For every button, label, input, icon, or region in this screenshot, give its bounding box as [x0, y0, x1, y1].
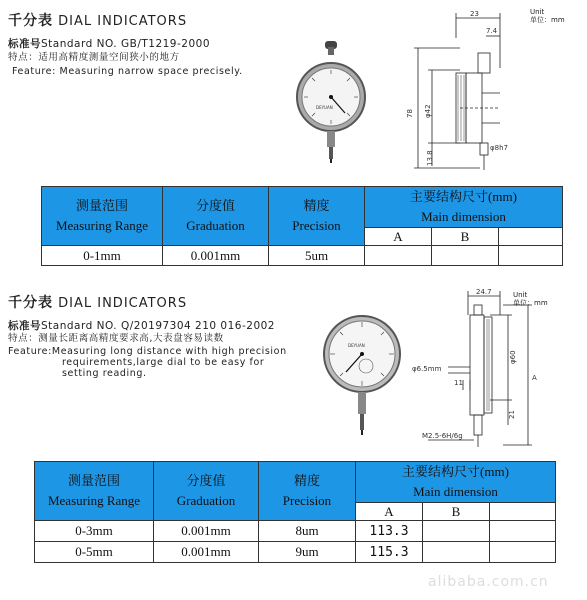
- table2-row1-b: [423, 521, 490, 542]
- table1-cell-extra: [499, 246, 563, 266]
- table2-row2-grad: 0.001mm: [154, 542, 259, 563]
- spec-table-1: [41, 186, 563, 266]
- dim4-label: φ42: [424, 104, 432, 118]
- table2-header-grad-cn: 分度值: [186, 473, 226, 488]
- table1-header-grad-cn: 分度值: [195, 198, 235, 213]
- section2-standard-cn: 标准号: [8, 320, 41, 332]
- section2-feature-en-3: setting reading.: [62, 368, 147, 379]
- table2-header-extra: [490, 503, 556, 521]
- section2-standard-en: Standard NO. Q/20197304 210 016-2002: [41, 320, 275, 332]
- table2-header-row: [35, 462, 556, 503]
- table1-cell-range: 0-1mm: [42, 246, 163, 266]
- table2-row2-prec: 9um: [259, 542, 356, 563]
- table1-header-a: A: [365, 228, 432, 246]
- technical-drawing-1: [400, 8, 530, 178]
- section1-standard-cn: 标准号: [8, 38, 41, 50]
- section2-standard: [8, 318, 275, 333]
- section2-feature-cn: 特点：测量长距离高精度要求高,大表盘容易读数: [8, 333, 224, 344]
- dial-indicator-image-1: [283, 35, 383, 165]
- section1-title: [8, 10, 187, 30]
- section1-unit-cn: 单位：mm: [530, 16, 565, 24]
- table2-row1-grad: 0.001mm: [154, 521, 259, 542]
- table1-header-dim-cn: 主要结构尺寸(mm): [410, 189, 517, 204]
- section1-standard: [8, 36, 210, 51]
- table2-header-dim: [356, 462, 556, 503]
- table2-row2-a: 115.3: [356, 542, 423, 563]
- table1-header-b: B: [432, 228, 499, 246]
- table1-header-dim-en: Main dimension: [421, 209, 506, 224]
- section1-unit: [530, 8, 565, 24]
- table1-header-grad-en: Graduation: [186, 218, 245, 233]
- table1-cell-prec: 5um: [269, 246, 365, 266]
- section2-feature-en-1: Feature:Measuring long distance with high precision: [8, 346, 287, 357]
- table1-cell-a: [365, 246, 432, 266]
- section2-title-cn: 千分表: [8, 295, 53, 311]
- table1-header-dim: [365, 187, 563, 228]
- table2-header-grad-en: Graduation: [176, 493, 236, 508]
- section2-title-en: DIAL INDICATORS: [58, 296, 188, 311]
- table-row: [35, 542, 556, 563]
- dial-indicator-image-2: [322, 312, 402, 440]
- dim2-3-label: φ6.5mm: [412, 365, 442, 373]
- table2-header-prec-en: Precision: [282, 493, 332, 508]
- table1-header-prec-en: Precision: [292, 218, 341, 233]
- dim2-4-label: 11: [454, 379, 463, 387]
- table2-row2-extra: [490, 542, 556, 563]
- table2-row2-b: [423, 542, 490, 563]
- table2-header-prec: [259, 462, 356, 521]
- dial-brand-2: DEYUAN: [348, 343, 365, 348]
- section1-feature-cn: 特点：适用高精度测量空间狭小的地方: [8, 52, 180, 63]
- watermark: alibaba.com.cn: [428, 574, 549, 590]
- table-row: [42, 246, 563, 266]
- table2-header-a: A: [356, 503, 423, 521]
- dim5-label: φ8h7: [490, 144, 508, 152]
- table1-header-extra: [499, 228, 563, 246]
- table2-row2-range: 0-5mm: [35, 542, 154, 563]
- dim2-2-label: φ60: [509, 350, 517, 364]
- table2-row1-range: 0-3mm: [35, 521, 154, 542]
- table1-header-range-en: Measuring Range: [55, 218, 149, 233]
- dim2-6-label: 21: [508, 410, 516, 419]
- dim2-5-label: A: [532, 374, 537, 382]
- table2-header-dim-en: Main dimension: [413, 484, 498, 499]
- dial-brand-1: DEYUAN: [316, 105, 333, 110]
- table1-cell-b: [432, 246, 499, 266]
- section2-unit-en: Unit: [513, 291, 528, 299]
- table1-header-prec-cn: 精度: [303, 198, 330, 213]
- section1-title-en: DIAL INDICATORS: [58, 14, 188, 29]
- section2-feature-en-2: requirements,large dial to be easy for: [62, 357, 265, 368]
- table2-header-range-en: Measuring Range: [47, 493, 141, 508]
- table1-header-grad: [163, 187, 269, 246]
- technical-drawing-2: [408, 285, 543, 455]
- table-row: [35, 521, 556, 542]
- table1-header-row: [42, 187, 563, 228]
- section2-title: [8, 292, 187, 312]
- table2-row1-a: 113.3: [356, 521, 423, 542]
- table2-row1-prec: 8um: [259, 521, 356, 542]
- table1-header-range: [42, 187, 163, 246]
- section1-feature-en: Feature: Measuring narrow space precisely.: [12, 66, 243, 77]
- table2-header-grad: [154, 462, 259, 521]
- table1-header-range-cn: 测量范围: [75, 198, 128, 213]
- table2-header-range-cn: 测量范围: [67, 473, 120, 488]
- section1-title-cn: 千分表: [8, 13, 53, 29]
- dim2-1-label: 24.7: [476, 288, 492, 296]
- table2-header-range: [35, 462, 154, 521]
- spec-table-2: [34, 461, 556, 563]
- table1-header-prec: [269, 187, 365, 246]
- section1-standard-en: Standard NO. GB/T1219-2000: [41, 38, 210, 50]
- dim2-7-label: M2.5-6H/6g: [422, 432, 463, 440]
- dim1-label: 23: [470, 10, 479, 18]
- dim6-label: 13.8: [426, 150, 434, 166]
- section1-unit-en: Unit: [530, 8, 545, 16]
- table1-cell-grad: 0.001mm: [163, 246, 269, 266]
- table2-header-prec-cn: 精度: [293, 473, 320, 488]
- section2-unit-cn: 单位：mm: [513, 299, 548, 307]
- table2-row1-extra: [490, 521, 556, 542]
- table2-header-b: B: [423, 503, 490, 521]
- dim2-label: 7.4: [486, 27, 498, 35]
- dim3-label: 78: [406, 109, 414, 118]
- table2-header-dim-cn: 主要结构尺寸(mm): [402, 464, 509, 479]
